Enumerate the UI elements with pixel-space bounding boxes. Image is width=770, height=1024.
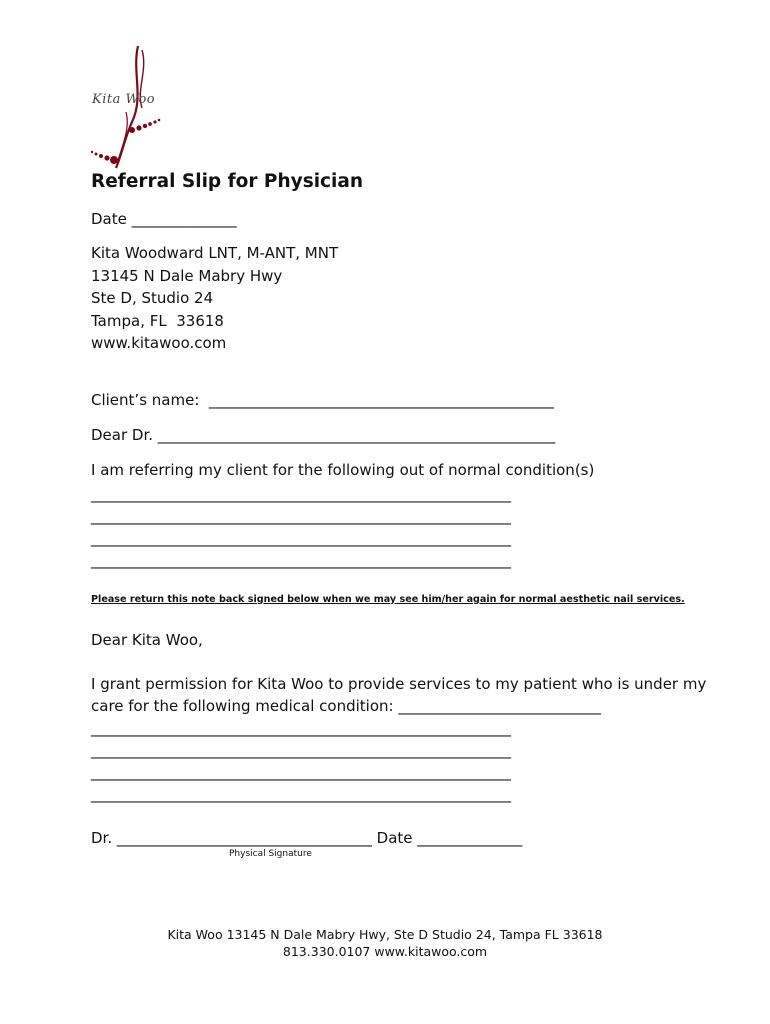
address-line-suite: Ste D, Studio 24 bbox=[91, 289, 214, 307]
client-name-field[interactable]: Client’s name: ______________________________________________ bbox=[91, 390, 554, 409]
medical-line[interactable]: ________________________________________________________ bbox=[91, 762, 511, 781]
referral-intro: I am referring my client for the following out of normal condition(s) bbox=[91, 460, 595, 479]
address-line-city: Tampa, FL 33618 bbox=[91, 311, 224, 330]
dear-dr-field[interactable]: Dear Dr. _____________________________________________________ bbox=[91, 425, 556, 444]
signature-date-field[interactable]: Dr. __________________________________ Date ______________ bbox=[91, 828, 523, 847]
logo-text: Kita Woo bbox=[92, 92, 156, 107]
return-note: Please return this note back signed below when we may see him/her again for normal aesthetic nail services. bbox=[91, 593, 685, 605]
page-footer bbox=[0, 926, 770, 960]
condition-line[interactable]: ________________________________________________________ bbox=[91, 550, 511, 569]
condition-line[interactable]: ________________________________________________________ bbox=[91, 528, 511, 547]
condition-lines bbox=[91, 483, 691, 571]
signature-label: Physical Signature bbox=[229, 848, 312, 859]
salutation: Dear Kita Woo, bbox=[91, 630, 203, 649]
footer-address: Kita Woo 13145 N Dale Mabry Hwy, Ste D Studio 24, Tampa FL 33618 bbox=[167, 927, 603, 942]
date-field[interactable]: Date ______________ bbox=[91, 210, 237, 228]
address-line-name: Kita Woodward LNT, M-ANT, MNT bbox=[91, 244, 339, 262]
grant-statement-line2[interactable]: care for the following medical condition: ___________________________ bbox=[91, 696, 601, 715]
kita-woo-logo bbox=[86, 42, 176, 172]
medical-line[interactable]: ________________________________________________________ bbox=[91, 718, 511, 737]
form-title: Referral Slip for Physician bbox=[91, 171, 364, 192]
condition-line[interactable]: ________________________________________________________ bbox=[91, 484, 511, 503]
address-line-website: www.kitawoo.com bbox=[91, 334, 227, 352]
footer-contact: 813.330.0107 www.kitawoo.com bbox=[282, 944, 488, 959]
medical-condition-lines bbox=[91, 717, 691, 805]
condition-line[interactable]: ________________________________________________________ bbox=[91, 506, 511, 525]
address-line-street: 13145 N Dale Mabry Hwy bbox=[91, 266, 283, 285]
practitioner-address bbox=[91, 242, 691, 355]
grant-statement-line1: I grant permission for Kita Woo to provide services to my patient who is under my bbox=[91, 674, 707, 693]
referral-form bbox=[91, 170, 707, 859]
medical-line[interactable]: ________________________________________________________ bbox=[91, 740, 511, 759]
medical-line[interactable]: ________________________________________________________ bbox=[91, 784, 511, 803]
